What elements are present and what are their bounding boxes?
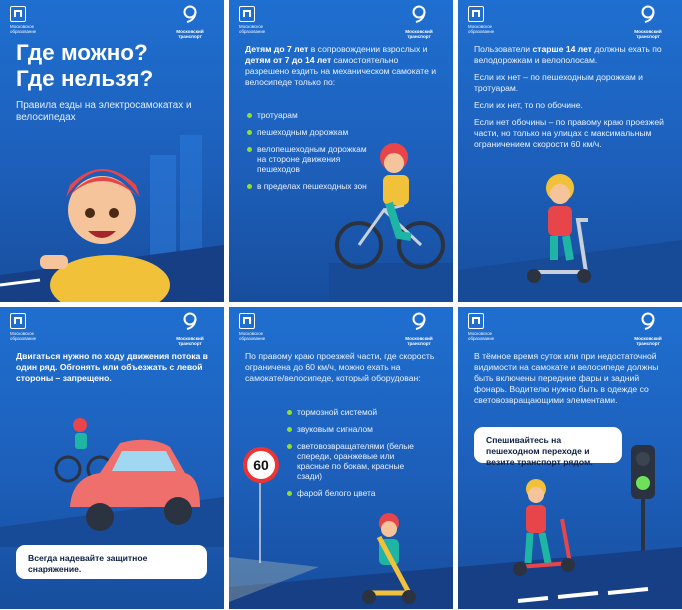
transport-nine-icon bbox=[409, 4, 429, 24]
intro-text bbox=[245, 44, 441, 88]
p1-end: должны ехать по велодорожкам и велополосам. bbox=[474, 44, 662, 65]
logo-text-4: транспорт bbox=[407, 34, 431, 39]
moscow-transport-logo bbox=[624, 4, 672, 39]
rule-paragraph-4: Если нет обочины – по правому краю проезжей части, но только на улицах с максимальным ограничением скорости 60 км/ч. bbox=[474, 117, 664, 149]
card-equipment bbox=[229, 307, 453, 609]
logo-text-1: Московское bbox=[468, 24, 493, 29]
logo-text-2: образование bbox=[468, 29, 495, 34]
logo-text-4: транспорт bbox=[636, 34, 660, 39]
moscow-education-logo bbox=[10, 313, 58, 341]
moscow-transport-logo bbox=[166, 311, 214, 346]
logo-text-4: транспорт bbox=[178, 341, 202, 346]
list-item: пешеходным дорожкам bbox=[247, 127, 367, 137]
moscow-transport-logo bbox=[395, 4, 443, 39]
moscow-education-logo bbox=[239, 6, 287, 34]
kremlin-icon bbox=[468, 6, 484, 22]
logo-text-2: образование bbox=[239, 29, 266, 34]
logo-text-1: Московское bbox=[10, 331, 35, 336]
age-7-text: Детям до 7 лет bbox=[245, 44, 309, 54]
kid-scooter-illustration bbox=[458, 160, 682, 302]
logo-text-1: Московское bbox=[468, 331, 493, 336]
transport-nine-icon bbox=[180, 4, 200, 24]
moscow-education-logo bbox=[239, 313, 287, 341]
dismount-tip: Спешивайтесь на пешеходном переходе и везите транспорт рядом. bbox=[474, 427, 622, 463]
rules-text bbox=[474, 44, 670, 150]
kremlin-icon bbox=[10, 6, 26, 22]
safety-gear-tip: Всегда надевайте защитное снаряжение. bbox=[16, 545, 207, 579]
list-item: в пределах пешеходных зон bbox=[247, 181, 367, 191]
equipment-intro: По правому краю проезжей части, где скорость ограничена до 60 км/ч, можно ехать на самокате/велосипеде, который оборудован: bbox=[245, 351, 435, 383]
card-intro bbox=[0, 0, 224, 302]
age-14-text: старше 14 лет bbox=[532, 44, 592, 54]
equipment-list bbox=[287, 407, 427, 505]
subtitle: Правила езды на электросамокатах и велосипедах bbox=[16, 100, 192, 123]
kremlin-icon bbox=[10, 313, 26, 329]
logo-text-4: транспорт bbox=[178, 34, 202, 39]
logo-text-2: образование bbox=[10, 29, 37, 34]
moscow-transport-logo bbox=[624, 311, 672, 346]
moscow-transport-logo bbox=[166, 4, 214, 39]
transport-nine-icon bbox=[180, 311, 200, 331]
transport-nine-icon bbox=[638, 4, 658, 24]
logo-text-1: Московское bbox=[239, 24, 264, 29]
card-night-rules bbox=[458, 307, 682, 609]
logo-text-3: Московский bbox=[405, 336, 433, 341]
logo-text-4: транспорт bbox=[636, 341, 660, 346]
kid-bicycle-illustration bbox=[329, 135, 453, 302]
rule-paragraph-3: Если их нет, то по обочине. bbox=[474, 100, 583, 110]
logo-text-1: Московское bbox=[239, 331, 264, 336]
speed-limit-sign: 60 bbox=[243, 447, 279, 483]
night-rule-text: В тёмное время суток или при недостаточной видимости на самокате и велосипеде должны быть включены передние фары и задний фонарь. Водителю нужно быть в одежде со световозвращающими элементами. bbox=[474, 351, 659, 405]
card-traffic-flow bbox=[0, 307, 224, 609]
age-7-14-text: детям от 7 до 14 лет bbox=[245, 55, 332, 65]
kid-scooter-crossing-illustration bbox=[458, 467, 682, 609]
list-item: тормозной системой bbox=[287, 407, 427, 417]
logo-text-2: образование bbox=[239, 336, 266, 341]
logo-text-4: транспорт bbox=[407, 341, 431, 346]
page-title bbox=[16, 40, 153, 92]
moscow-transport-logo bbox=[395, 311, 443, 346]
moscow-education-logo bbox=[468, 6, 516, 34]
rule-paragraph-2: Если их нет – по пешеходным дорожкам и тротуарам. bbox=[474, 72, 643, 93]
kremlin-icon bbox=[239, 313, 255, 329]
kid-electric-scooter-illustration bbox=[229, 507, 453, 609]
list-item: тротуарам bbox=[247, 110, 367, 120]
transport-nine-icon bbox=[638, 311, 658, 331]
logo-text-3: Московский bbox=[405, 29, 433, 34]
moscow-education-logo bbox=[468, 313, 516, 341]
logo-text-3: Московский bbox=[176, 336, 204, 341]
logo-text-3: Московский bbox=[176, 29, 204, 34]
card-over-14 bbox=[458, 0, 682, 302]
list-item: световозвращателями (белые спереди, оранжевые или красные по бокам, красные сзади) bbox=[287, 441, 427, 481]
card-under-14 bbox=[229, 0, 453, 302]
logo-text-2: образование bbox=[468, 336, 495, 341]
list-item: фарой белого цвета bbox=[287, 488, 427, 498]
transport-nine-icon bbox=[409, 311, 429, 331]
intro-part-2: в сопровождении взрослых и bbox=[308, 44, 428, 54]
logo-text-3: Московский bbox=[634, 29, 662, 34]
title-line-1: Где можно? bbox=[16, 40, 148, 65]
intro-part-4: самостоятельно разрешено ездить на механическом самокате и велосипеде только по: bbox=[245, 55, 437, 87]
list-item: велопешеходным дорожкам на стороне движения пешеходов bbox=[247, 144, 367, 174]
logo-text-1: Московское bbox=[10, 24, 35, 29]
car-and-cyclist-illustration bbox=[0, 407, 224, 547]
kremlin-icon bbox=[468, 313, 484, 329]
p1-start: Пользователи bbox=[474, 44, 533, 54]
logo-text-2: образование bbox=[10, 336, 37, 341]
list-item: звуковым сигналом bbox=[287, 424, 427, 434]
flow-rule-text: Двигаться нужно по ходу движения потока в один ряд. Обгонять или объезжать с левой стороны – запрещено. bbox=[16, 351, 208, 383]
title-line-2: Где нельзя? bbox=[16, 66, 154, 91]
kremlin-icon bbox=[239, 6, 255, 22]
logo-text-3: Московский bbox=[634, 336, 662, 341]
rule-paragraph-1 bbox=[474, 44, 670, 66]
moscow-education-logo bbox=[10, 6, 58, 34]
kid-cyclist-illustration bbox=[0, 135, 224, 302]
